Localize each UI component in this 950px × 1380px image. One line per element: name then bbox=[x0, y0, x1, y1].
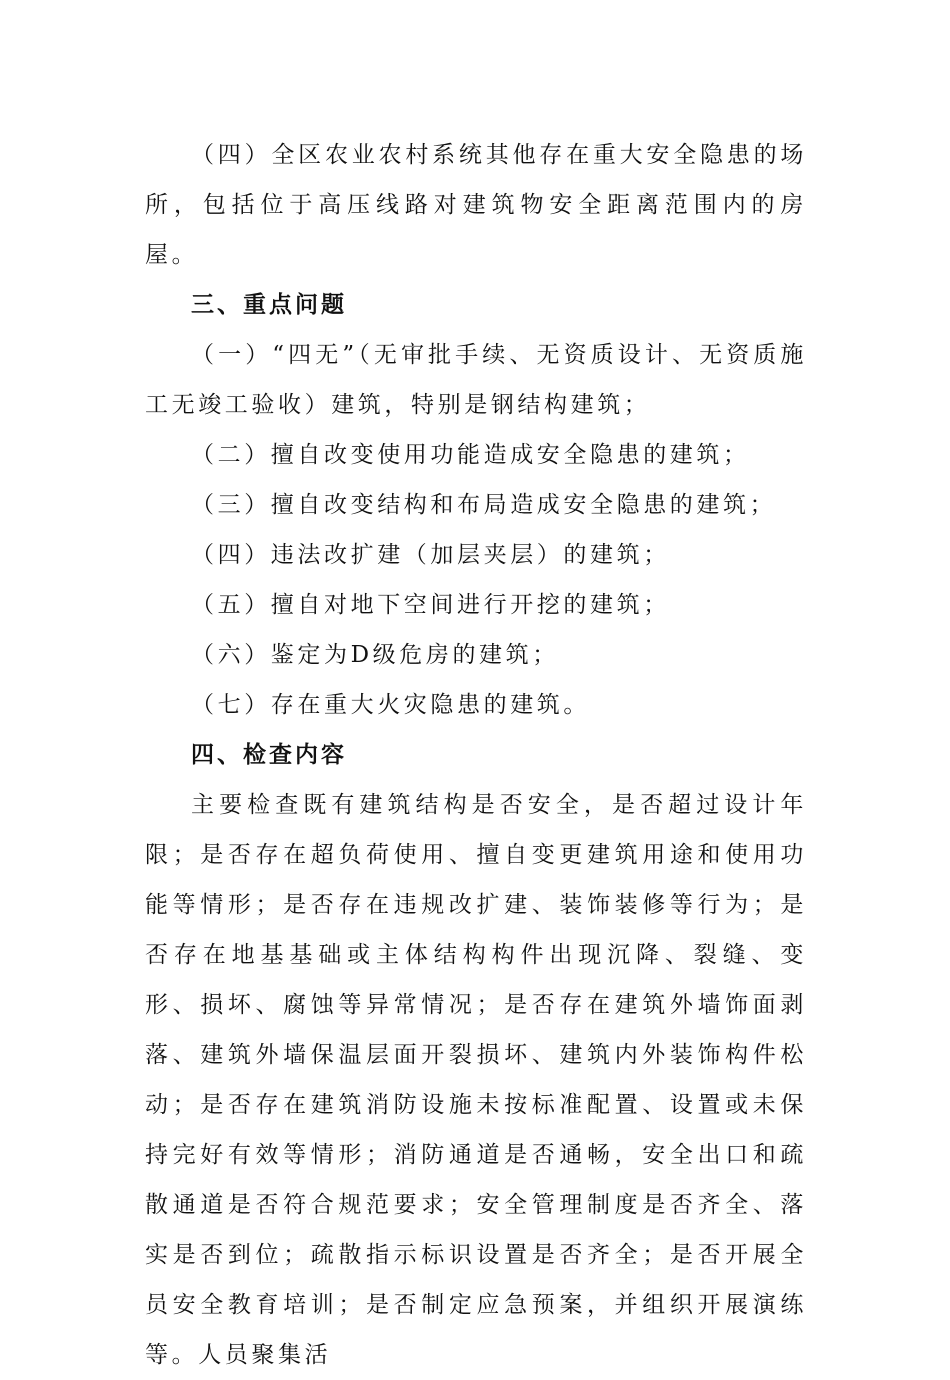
paragraph-issue-change-function: （二）擅自改变使用功能造成安全隐患的建筑； bbox=[191, 442, 750, 468]
paragraph-issue-fire-hazard: （七）存在重大火灾隐患的建筑。 bbox=[191, 692, 590, 718]
paragraph-issue-illegal-extension: （四）违法改扩建（加层夹层）的建筑； bbox=[191, 542, 670, 568]
section-heading-inspection-content: 四、检查内容 bbox=[191, 742, 347, 768]
paragraph-other-hazard-sites: （四）全区农业农村系统其他存在重大安全隐患的场所，包括位于高压线路对建筑物安全距离范围内的房屋。 bbox=[145, 142, 807, 268]
paragraph-inspection-details: 主要检查既有建筑结构是否安全，是否超过设计年限；是否存在超负荷使用、擅自变更建筑用途和使用功能等情形；是否存在违规改扩建、装饰装修等行为；是否存在地基基础或主体结构构件出现沉降、裂缝、变形、损坏、腐蚀等异常情况；是否存在建筑外墙饰面剥落、建筑外墙保温层面开裂损坏、建筑内外装饰构件松动；是否存在建筑消防设施未按标准配置、设置或未保持完好有效等情形；消防通道是否通畅，安全出口和疏散通道是否符合规范要求；安全管理制度是否齐全、落实是否到位；疏散指示标识设置是否齐全；是否开展全员安全教育培训；是否制定应急预案，并组织开展演练等。人员聚集活 bbox=[145, 792, 807, 1368]
section-heading-key-issues: 三、重点问题 bbox=[191, 292, 347, 318]
paragraph-issue-underground-excavation: （五）擅自对地下空间进行开挖的建筑； bbox=[191, 592, 670, 618]
paragraph-issue-change-structure: （三）擅自改变结构和布局造成安全隐患的建筑； bbox=[191, 492, 777, 518]
document-body bbox=[145, 130, 807, 1380]
paragraph-issue-d-level-dangerous: （六）鉴定为D级危房的建筑； bbox=[191, 642, 559, 668]
paragraph-issue-four-nos: （一）“四无”（无审批手续、无资质设计、无资质施工无竣工验收）建筑，特别是钢结构建筑； bbox=[145, 342, 807, 418]
